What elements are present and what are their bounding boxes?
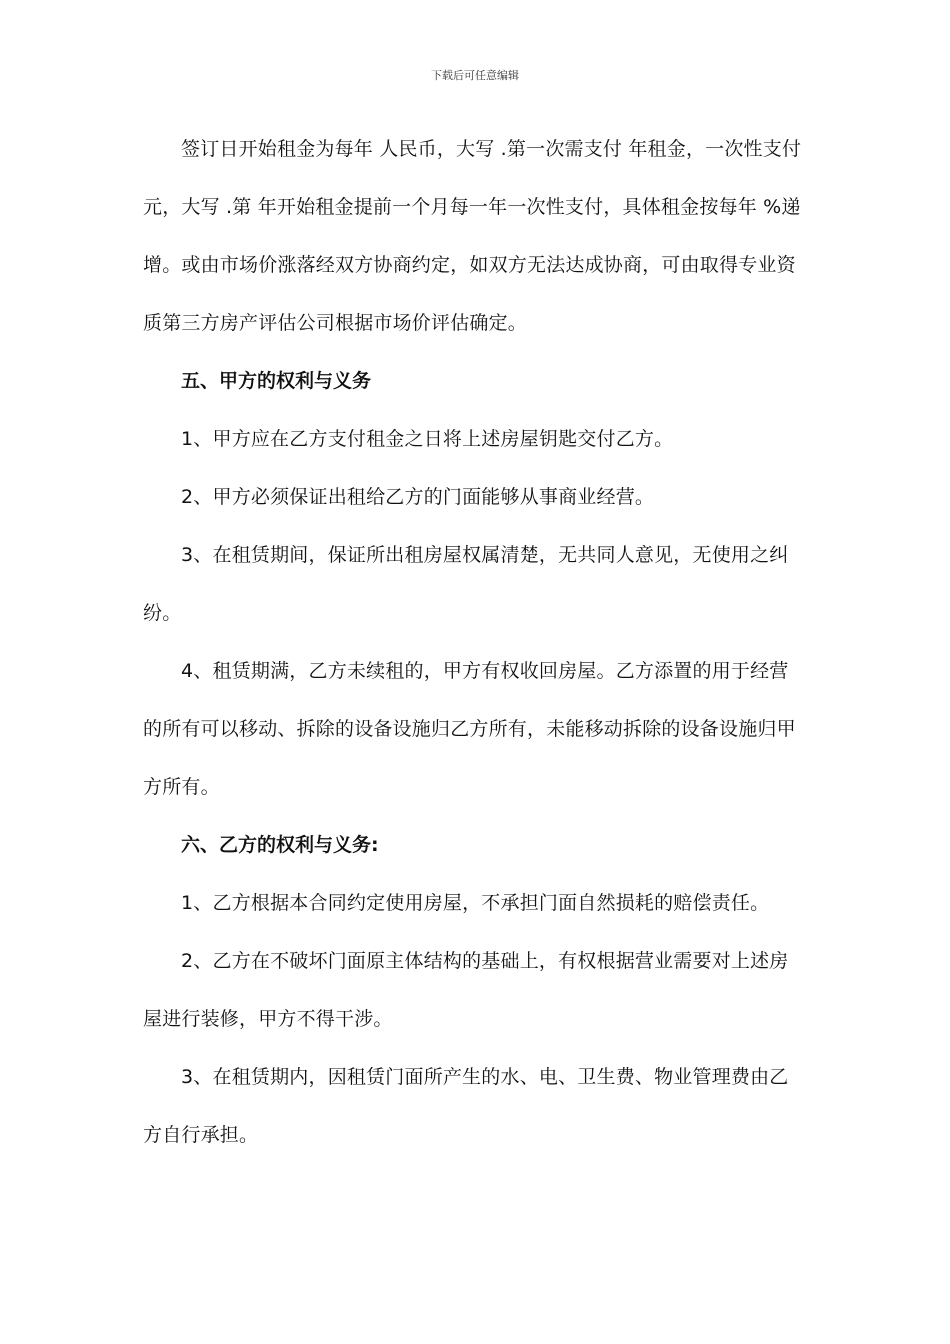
text-line: 元，大写 .第 年开始租金提前一个月每一年一次性支付，具体租金按每年 %递 (143, 196, 801, 218)
document-body (143, 120, 808, 1164)
clause-6-3 (143, 1048, 808, 1164)
text-line: 屋进行装修，甲方不得干涉。 (143, 1008, 393, 1030)
text-line: 方所有。 (143, 776, 220, 798)
text-line: 增。或由市场价涨落经双方协商约定，如双方无法达成协商，可由取得专业资 (143, 254, 796, 276)
section-heading-5: 五、甲方的权利与义务 (181, 370, 372, 392)
clause-5-1 (143, 410, 808, 468)
text-line: 签订日开始租金为每年 人民币，大写 .第一次需支付 年租金，一次性支付 (181, 138, 802, 160)
text-line: 纷。 (143, 602, 182, 624)
text-line: 4、租赁期满，乙方未续租的，甲方有权收回房屋。乙方添置的用于经营 (181, 660, 789, 682)
clause-5-2 (143, 468, 808, 526)
text-line: 3、在租赁期间，保证所出租房屋权属清楚，无共同人意见，无使用之纠 (181, 544, 789, 566)
clause-6-2 (143, 932, 808, 1048)
text-line: 1、乙方根据本合同约定使用房屋，不承担门面自然损耗的赔偿责任。 (181, 892, 770, 914)
text-line: 2、甲方必须保证出租给乙方的门面能够从事商业经营。 (181, 486, 655, 508)
text-line: 的所有可以移动、拆除的设备设施归乙方所有，未能移动拆除的设备设施归甲 (143, 718, 796, 740)
text-line: 质第三方房产评估公司根据市场价评估确定。 (143, 312, 528, 334)
page-header: 下载后可任意编辑 (431, 69, 519, 82)
section-heading-6: 六、乙方的权利与义务: (181, 834, 379, 856)
text-line: 方自行承担。 (143, 1124, 259, 1146)
text-line: 2、乙方在不破坏门面原主体结构的基础上，有权根据营业需要对上述房 (181, 950, 789, 972)
clause-5-3 (143, 526, 808, 642)
text-line: 3、在租赁期内，因租赁门面所产生的水、电、卫生费、物业管理费由乙 (181, 1066, 789, 1088)
text-line: 1、甲方应在乙方支付租金之日将上述房屋钥匙交付乙方。 (181, 428, 674, 450)
clause-5-4 (143, 642, 808, 816)
clause-6-1 (143, 874, 808, 932)
paragraph-rent (143, 120, 808, 352)
